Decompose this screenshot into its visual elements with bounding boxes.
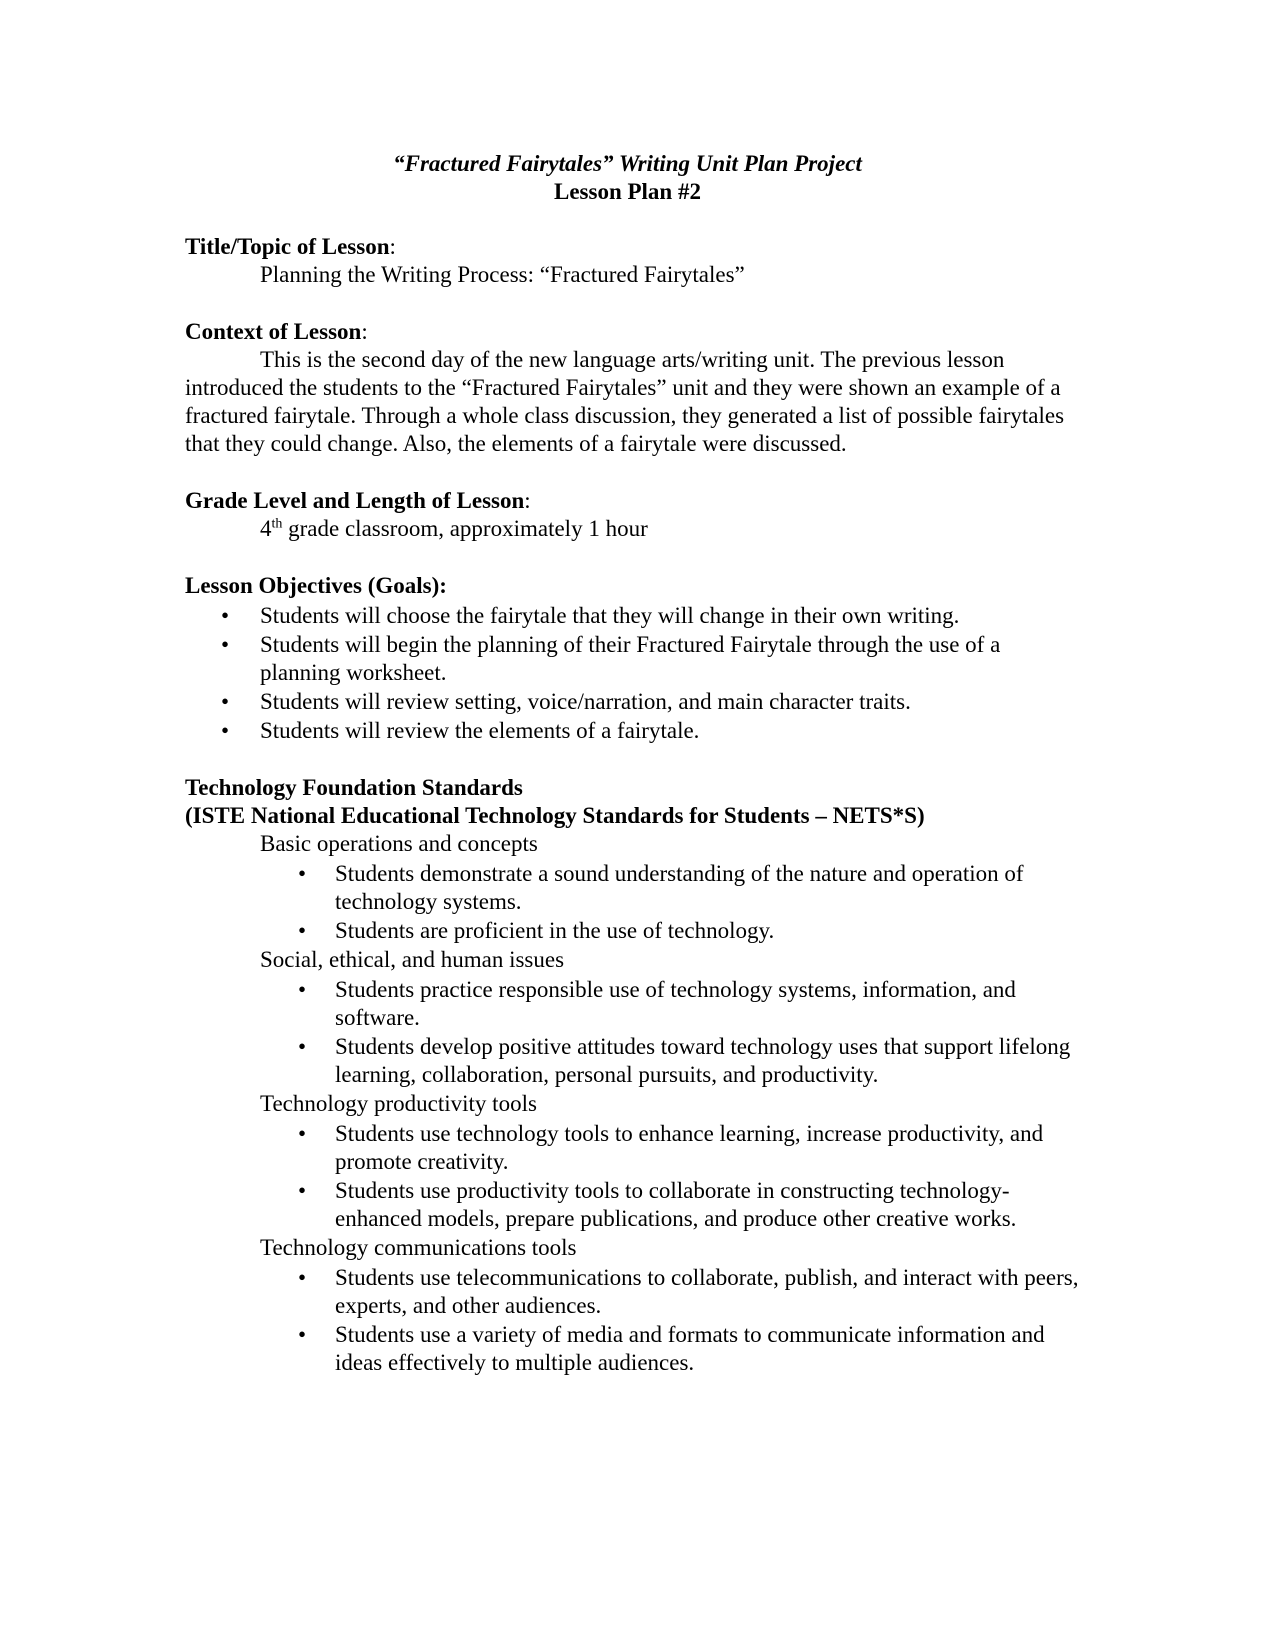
standard-item: • Students practice responsible use of technology systems, information, and software. <box>185 976 1080 1032</box>
section-technology-standards <box>185 774 1080 1377</box>
context-paragraph: This is the second day of the new language arts/writing unit. The previous lesson introduced the students to the “Fractured Fairytales” unit and they were shown an example of a fractured fairytale. Through a whole class discussion, they generated a list of possible fairytales that they could change. Also, the elements of a fairytale were discussed. <box>185 347 1065 456</box>
standards-group <box>185 1090 1080 1118</box>
objective-item: • Students will review setting, voice/narration, and main character traits. <box>185 688 1080 716</box>
standards-group <box>185 830 1080 858</box>
technology-subheading: (ISTE National Educational Technology Standards for Students – NETS*S) <box>185 803 925 828</box>
standard-item: • Students use technology tools to enhance learning, increase productivity, and promote creativity. <box>185 1120 1080 1176</box>
objective-item: • Students will choose the fairytale that they will change in their own writing. <box>185 602 1080 630</box>
section-heading <box>185 318 1080 346</box>
section-context <box>185 318 1080 458</box>
objective-item: • Students will begin the planning of their Fractured Fairytale through the use of a planning worksheet. <box>185 631 1080 687</box>
grade-suffix: th <box>271 516 283 532</box>
section-grade-level <box>185 487 1080 543</box>
standards-category: Technology communications tools <box>260 1235 577 1260</box>
section-objectives <box>185 572 1080 745</box>
objectives-heading: Lesson Objectives (Goals): <box>185 573 447 598</box>
heading-colon: : <box>361 319 368 344</box>
grade-number: 4 <box>260 516 272 541</box>
title-topic-text: Planning the Writing Process: “Fractured Fairytales” <box>260 262 745 287</box>
heading-text: Context of Lesson <box>185 319 362 344</box>
standard-item: • Students demonstrate a sound understanding of the nature and operation of technology systems. <box>185 860 1080 916</box>
objectives-list <box>185 602 1080 745</box>
standards-category: Social, ethical, and human issues <box>260 947 565 972</box>
section-title-topic <box>185 233 1080 289</box>
heading-colon: : <box>524 488 531 513</box>
standards-group <box>185 1234 1080 1262</box>
standards-group <box>185 946 1080 974</box>
standards-category: Technology productivity tools <box>260 1091 537 1116</box>
grade-level-text <box>185 515 1080 543</box>
heading-text: Title/Topic of Lesson <box>185 234 390 259</box>
section-heading <box>185 233 1080 261</box>
standard-item: • Students use a variety of media and formats to communicate information and ideas effectively to multiple audiences. <box>185 1321 1080 1377</box>
document-body <box>185 140 1080 1378</box>
standard-item: • Students use productivity tools to collaborate in constructing technology-enhanced models, prepare publications, and produce other creative works. <box>185 1177 1080 1233</box>
standard-item: • Students are proficient in the use of technology. <box>185 917 1080 945</box>
standards-list <box>185 860 1080 945</box>
document-header <box>175 150 1080 206</box>
technology-heading: Technology Foundation Standards <box>185 775 523 800</box>
standards-list <box>185 976 1080 1089</box>
heading-colon: : <box>389 234 396 259</box>
standard-item: • Students use telecommunications to collaborate, publish, and interact with peers, experts, and other audiences. <box>185 1264 1080 1320</box>
standard-item: • Students develop positive attitudes toward technology uses that support lifelong learning, collaboration, personal pursuits, and productivity. <box>185 1033 1080 1089</box>
objective-item: • Students will review the elements of a fairytale. <box>185 717 1080 745</box>
lesson-plan-number: Lesson Plan #2 <box>554 179 701 204</box>
standards-list <box>185 1264 1080 1377</box>
grade-description: grade classroom, approximately 1 hour <box>282 516 648 541</box>
document-title: “Fractured Fairytales” Writing Unit Plan Project <box>393 151 862 176</box>
heading-text: Grade Level and Length of Lesson <box>185 488 525 513</box>
standards-category: Basic operations and concepts <box>260 831 538 856</box>
standards-list <box>185 1120 1080 1233</box>
section-heading <box>185 487 1080 515</box>
